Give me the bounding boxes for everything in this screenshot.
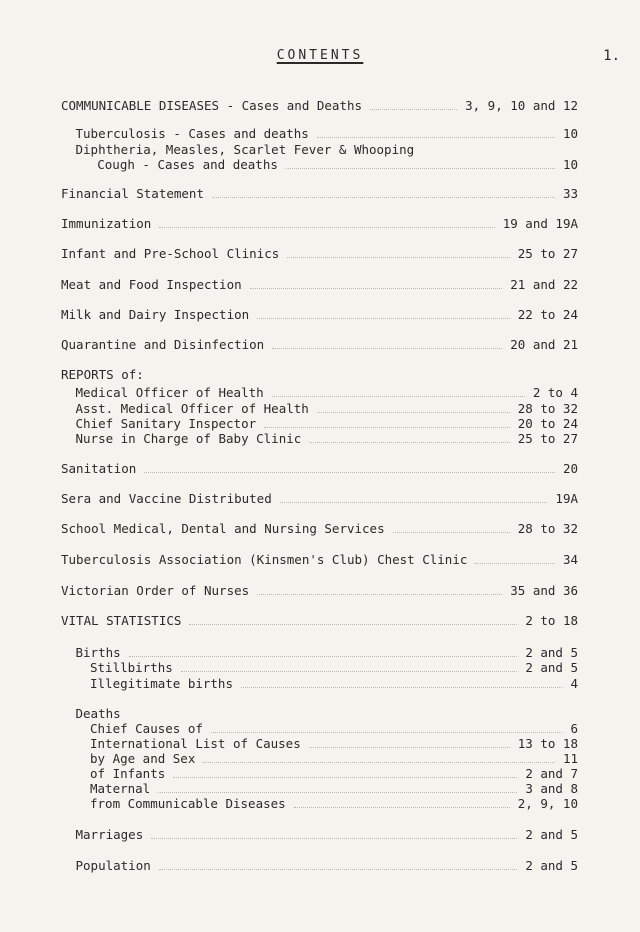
dot-leader bbox=[257, 318, 510, 319]
toc-entry bbox=[0, 461, 640, 477]
toc-entry-label: Population bbox=[75, 858, 151, 873]
toc-entry bbox=[0, 401, 640, 417]
toc-entry-label: of Infants bbox=[90, 766, 166, 781]
toc-entry bbox=[0, 157, 640, 173]
toc-entry-label: Illegitimate births bbox=[90, 676, 233, 691]
toc-entry-pages: 11 bbox=[562, 751, 578, 766]
toc-entry-label: Marriages bbox=[75, 827, 144, 842]
toc-entry bbox=[0, 521, 640, 537]
toc-entry-pages: 2 to 4 bbox=[532, 385, 578, 400]
toc-entry-label: Births bbox=[75, 645, 121, 660]
dot-leader bbox=[211, 732, 563, 733]
toc-entry-label: Immunization bbox=[61, 216, 152, 231]
toc-entry-label: Asst. Medical Officer of Health bbox=[75, 401, 309, 416]
dot-leader bbox=[250, 288, 503, 289]
toc-entry-pages: 6 bbox=[570, 721, 578, 736]
dot-leader bbox=[286, 168, 555, 169]
toc-entry bbox=[0, 246, 640, 262]
toc-entry-pages: 3 and 8 bbox=[525, 781, 578, 796]
toc-entry-pages: 2, 9, 10 bbox=[517, 796, 578, 811]
toc-entry-label: from Communicable Diseases bbox=[90, 796, 286, 811]
toc-entry-pages: 10 bbox=[562, 126, 578, 141]
dot-leader bbox=[257, 594, 502, 595]
page-number: 1. bbox=[603, 48, 620, 64]
toc-entry-pages: 20 bbox=[562, 461, 578, 476]
toc-entry bbox=[0, 645, 640, 661]
toc-entry-pages: 21 and 22 bbox=[510, 277, 578, 292]
toc-entry-pages: 2 to 18 bbox=[525, 613, 578, 628]
toc-entry bbox=[0, 491, 640, 507]
dot-leader bbox=[317, 412, 510, 413]
toc-entry bbox=[0, 277, 640, 293]
toc-entry-label: Cough - Cases and deaths bbox=[97, 157, 278, 172]
toc-entry bbox=[0, 660, 640, 676]
toc-entry-label: Sera and Vaccine Distributed bbox=[61, 491, 272, 506]
dot-leader bbox=[189, 624, 517, 625]
toc-entry bbox=[0, 416, 640, 432]
toc-entry-label: Sanitation bbox=[61, 461, 137, 476]
dot-leader bbox=[241, 687, 562, 688]
dot-leader bbox=[173, 777, 517, 778]
dot-leader bbox=[309, 747, 510, 748]
dot-leader bbox=[159, 869, 518, 870]
dot-leader bbox=[317, 137, 555, 138]
toc-entry-pages: 2 and 5 bbox=[525, 660, 578, 675]
toc-entry bbox=[0, 796, 640, 812]
toc-entry bbox=[0, 858, 640, 874]
toc-entry-label: Victorian Order of Nurses bbox=[61, 583, 250, 598]
dot-leader bbox=[181, 671, 518, 672]
toc-entry bbox=[0, 676, 640, 692]
toc-entry-label: Medical Officer of Health bbox=[75, 385, 264, 400]
toc-entry-pages: 33 bbox=[562, 186, 578, 201]
dot-leader bbox=[475, 563, 555, 564]
dot-leader bbox=[144, 472, 555, 473]
toc-entry-pages: 10 bbox=[562, 157, 578, 172]
toc-entry-label: COMMUNICABLE DISEASES - Cases and Deaths bbox=[61, 98, 363, 113]
page-title: CONTENTS bbox=[276, 48, 364, 63]
toc-entry bbox=[0, 827, 640, 843]
toc-entry bbox=[0, 385, 640, 401]
toc-entry-pages: 25 to 27 bbox=[517, 246, 578, 261]
dot-leader bbox=[212, 197, 555, 198]
toc-entry bbox=[0, 721, 640, 737]
toc-entry-pages: 20 to 24 bbox=[517, 416, 578, 431]
toc-entry bbox=[0, 736, 640, 752]
toc-entry-label: REPORTS of: bbox=[61, 367, 144, 382]
toc-entry-pages: 20 and 21 bbox=[510, 337, 578, 352]
toc-entry-pages: 28 to 32 bbox=[517, 401, 578, 416]
toc-entry bbox=[0, 706, 640, 722]
toc-entry-pages: 2 and 7 bbox=[525, 766, 578, 781]
toc-entry bbox=[0, 186, 640, 202]
toc-entry-pages: 4 bbox=[570, 676, 578, 691]
toc-entry-label: Milk and Dairy Inspection bbox=[61, 307, 250, 322]
toc-entry-pages: 3, 9, 10 and 12 bbox=[465, 98, 578, 113]
toc-entry-label: Infant and Pre-School Clinics bbox=[61, 246, 280, 261]
dot-leader bbox=[272, 396, 525, 397]
toc-entry-label: Chief Causes of bbox=[90, 721, 203, 736]
toc-entry-label: Deaths bbox=[75, 706, 121, 721]
toc-entry bbox=[0, 337, 640, 353]
dot-leader bbox=[272, 348, 502, 349]
toc-entry-label: by Age and Sex bbox=[90, 751, 196, 766]
toc-entry bbox=[0, 367, 640, 383]
toc-entry-label: Maternal bbox=[90, 781, 151, 796]
dot-leader bbox=[129, 656, 518, 657]
toc-entry-pages: 28 to 32 bbox=[517, 521, 578, 536]
toc-entry-pages: 19A bbox=[555, 491, 578, 506]
toc-entry-label: VITAL STATISTICS bbox=[61, 613, 182, 628]
toc-entry-pages: 19 and 19A bbox=[502, 216, 578, 231]
toc-entry-label: International List of Causes bbox=[90, 736, 301, 751]
dot-leader bbox=[309, 442, 510, 443]
toc-entry-label: Tuberculosis Association (Kinsmen's Club) Chest Clinic bbox=[61, 552, 468, 567]
dot-leader bbox=[370, 109, 457, 110]
toc-entry bbox=[0, 766, 640, 782]
dot-leader bbox=[294, 807, 510, 808]
toc-entry-label: Meat and Food Inspection bbox=[61, 277, 242, 292]
dot-leader bbox=[280, 502, 548, 503]
dot-leader bbox=[158, 792, 517, 793]
toc-entry bbox=[0, 307, 640, 323]
toc-entry bbox=[0, 583, 640, 599]
toc-entry bbox=[0, 126, 640, 142]
toc-entry bbox=[0, 216, 640, 232]
toc-entry-pages: 34 bbox=[562, 552, 578, 567]
toc-entry bbox=[0, 431, 640, 447]
toc-entry-label: School Medical, Dental and Nursing Services bbox=[61, 521, 385, 536]
dot-leader bbox=[203, 762, 555, 763]
dot-leader bbox=[287, 257, 510, 258]
toc-entry-pages: 2 and 5 bbox=[525, 827, 578, 842]
toc-entry-label: Quarantine and Disinfection bbox=[61, 337, 265, 352]
toc-entry-label: Tuberculosis - Cases and deaths bbox=[75, 126, 309, 141]
toc-entry-pages: 22 to 24 bbox=[517, 307, 578, 322]
toc-entry bbox=[0, 142, 640, 158]
toc-entry bbox=[0, 751, 640, 767]
toc-entry-label: Stillbirths bbox=[90, 660, 173, 675]
toc-entry bbox=[0, 552, 640, 568]
toc-entry-label: Financial Statement bbox=[61, 186, 204, 201]
toc-entry-label: Nurse in Charge of Baby Clinic bbox=[75, 431, 302, 446]
toc-entry bbox=[0, 98, 640, 114]
dot-leader bbox=[264, 427, 510, 428]
dot-leader bbox=[151, 838, 517, 839]
toc-entry bbox=[0, 613, 640, 629]
toc-entry-pages: 35 and 36 bbox=[510, 583, 578, 598]
toc-entry-label: Chief Sanitary Inspector bbox=[75, 416, 257, 431]
toc-entry-label: Diphtheria, Measles, Scarlet Fever & Whooping bbox=[75, 142, 415, 157]
dot-leader bbox=[393, 532, 510, 533]
toc-entry-pages: 13 to 18 bbox=[517, 736, 578, 751]
toc-entry bbox=[0, 781, 640, 797]
toc-entry-pages: 2 and 5 bbox=[525, 645, 578, 660]
toc-entry-pages: 25 to 27 bbox=[517, 431, 578, 446]
dot-leader bbox=[159, 227, 494, 228]
toc-entry-pages: 2 and 5 bbox=[525, 858, 578, 873]
